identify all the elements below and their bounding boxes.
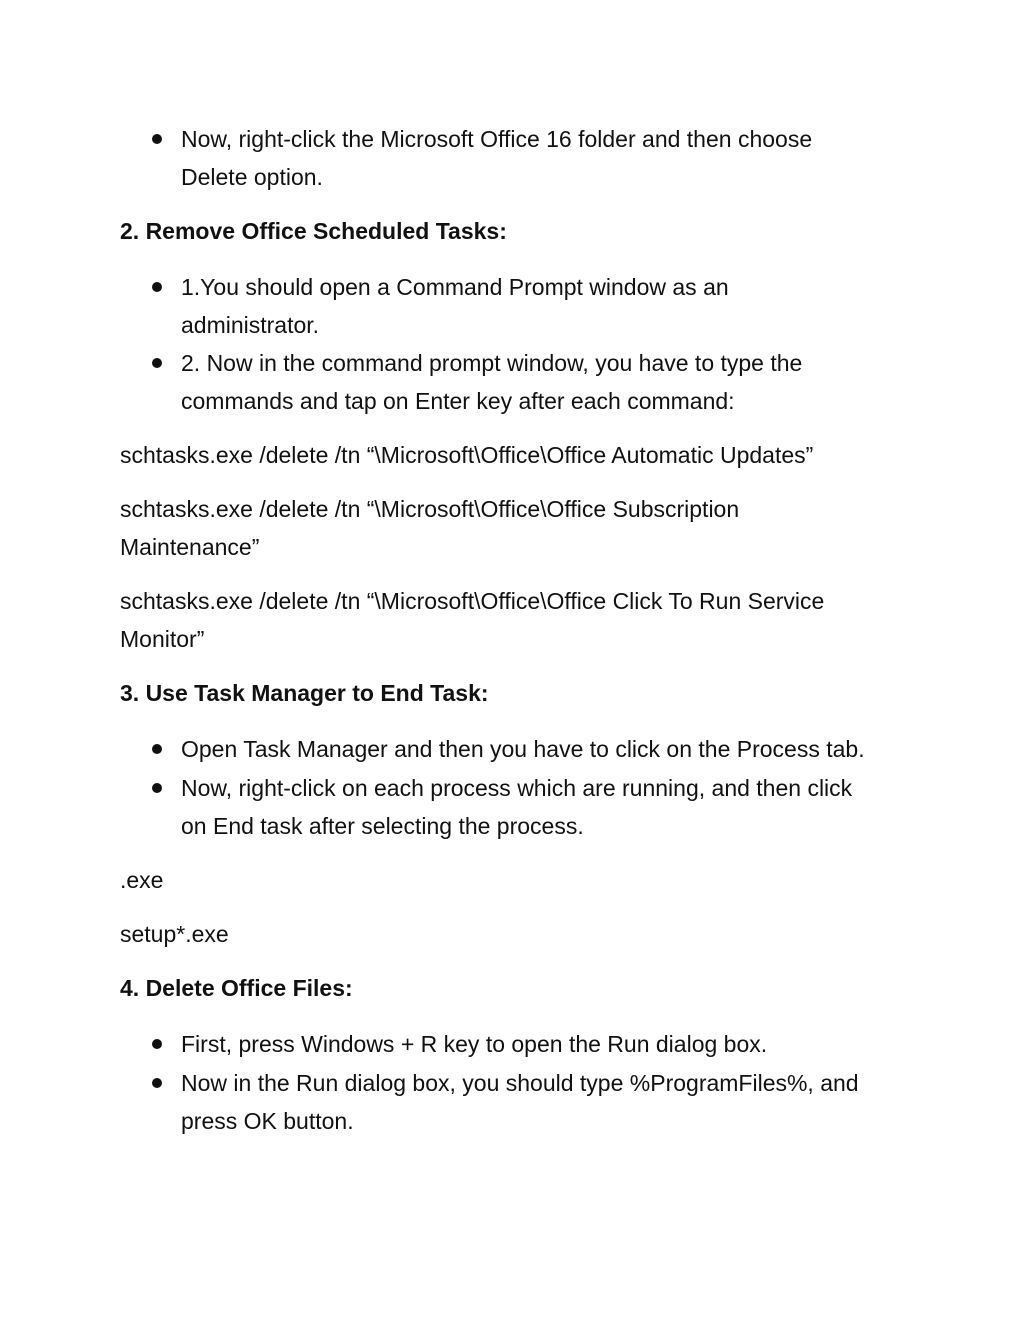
section-heading: 4. Delete Office Files: — [120, 975, 353, 1001]
list-item-line: Now, right-click on each process which are running, and then click — [181, 775, 853, 801]
bullet-icon — [152, 134, 162, 144]
list-item-line: First, press Windows + R key to open the Run dialog box. — [181, 1031, 768, 1057]
list-item-line: Now in the Run dialog box, you should type %ProgramFiles%, and — [181, 1070, 859, 1096]
list-item-line: on End task after selecting the process. — [181, 813, 584, 839]
bullet-icon — [152, 783, 162, 793]
bullet-icon — [152, 1078, 162, 1088]
list-item-line: administrator. — [181, 312, 320, 338]
bullet-icon — [152, 358, 162, 368]
command-paragraph-continuation: Monitor” — [120, 626, 205, 652]
bullet-icon — [152, 744, 162, 754]
section-heading: 3. Use Task Manager to End Task: — [120, 680, 489, 706]
command-paragraph: schtasks.exe /delete /tn “\Microsoft\Office\Office Subscription — [120, 496, 740, 522]
list-item-line: Delete option. — [181, 164, 323, 190]
bullet-icon — [152, 1039, 162, 1049]
command-paragraph-continuation: Maintenance” — [120, 534, 260, 560]
bullet-icon — [152, 282, 162, 292]
section-heading: 2. Remove Office Scheduled Tasks: — [120, 218, 507, 244]
process-name-paragraph: setup*.exe — [120, 921, 229, 947]
list-item-line: 2. Now in the command prompt window, you have to type the — [181, 350, 803, 376]
list-item-line: press OK button. — [181, 1108, 354, 1134]
list-item-line: Open Task Manager and then you have to click on the Process tab. — [181, 736, 865, 762]
command-paragraph: schtasks.exe /delete /tn “\Microsoft\Office\Office Click To Run Service — [120, 588, 825, 614]
list-item-line: Now, right-click the Microsoft Office 16 folder and then choose — [181, 126, 813, 152]
list-item-line: 1.You should open a Command Prompt window as an — [181, 274, 729, 300]
list-item-line: commands and tap on Enter key after each command: — [181, 388, 735, 414]
command-paragraph: schtasks.exe /delete /tn “\Microsoft\Office\Office Automatic Updates” — [120, 442, 814, 468]
process-name-paragraph: .exe — [120, 867, 164, 893]
